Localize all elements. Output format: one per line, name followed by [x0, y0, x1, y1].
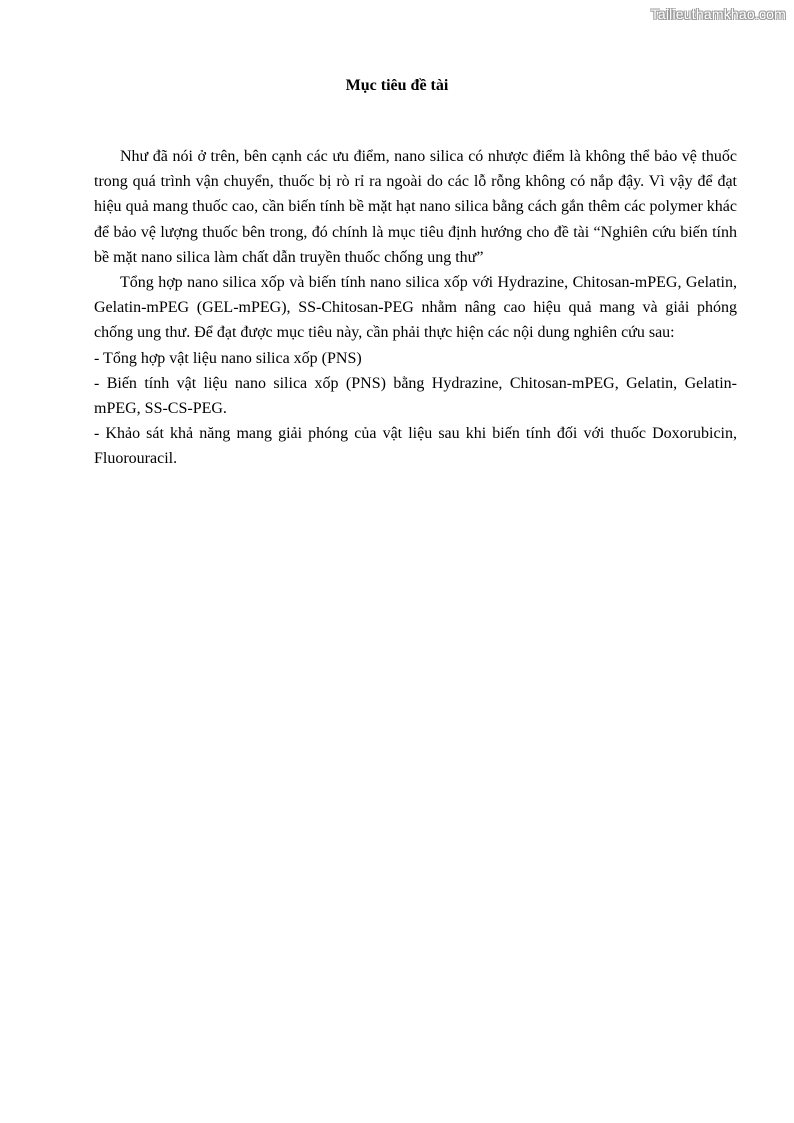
watermark-text: Tailieuthamkhao.com	[650, 6, 786, 22]
paragraph-intro: Như đã nói ở trên, bên cạnh các ưu điểm, nano silica có nhược điểm là không thể bảo vệ thuốc trong quá trình vận chuyển, thuốc bị rò rỉ ra ngoài do các lỗ rỗng không có nắp đậy. Vì vậy để đạt hiệu quả mang thuốc cao, cần biến tính bề mặt hạt nano silica bằng cách gắn thêm các polymer khác để bảo vệ lượng thuốc bên trong, đó chính là mục tiêu định hướng cho đề tài “Nghiên cứu biến tính bề mặt nano silica làm chất dẫn truyền thuốc chống ung thư”	[94, 148, 737, 266]
bullet-item-modification: - Biến tính vật liệu nano silica xốp (PNS) bằng Hydrazine, Chitosan-mPEG, Gelatin, Gelatin-mPEG, SS-CS-PEG.	[94, 374, 737, 418]
paragraph-objectives: Tổng hợp nano silica xốp và biến tính nano silica xốp với Hydrazine, Chitosan-mPEG, Gelatin, Gelatin-mPEG (GEL-mPEG), SS-Chitosan-PEG nhằm nâng cao hiệu quả mang và giải phóng chống ung thư. Để đạt được mục tiêu này, cần phải thực hiện các nội dung nghiên cứu sau:	[94, 274, 737, 342]
document-body	[94, 144, 737, 472]
bullet-item-synthesis: - Tổng hợp vật liệu nano silica xốp (PNS)	[94, 349, 362, 367]
bullet-item-release-study: - Khảo sát khả năng mang giải phóng của vật liệu sau khi biến tính đối với thuốc Doxorubicin, Fluorouracil.	[94, 425, 737, 468]
page-title: Mục tiêu đề tài	[345, 77, 449, 94]
